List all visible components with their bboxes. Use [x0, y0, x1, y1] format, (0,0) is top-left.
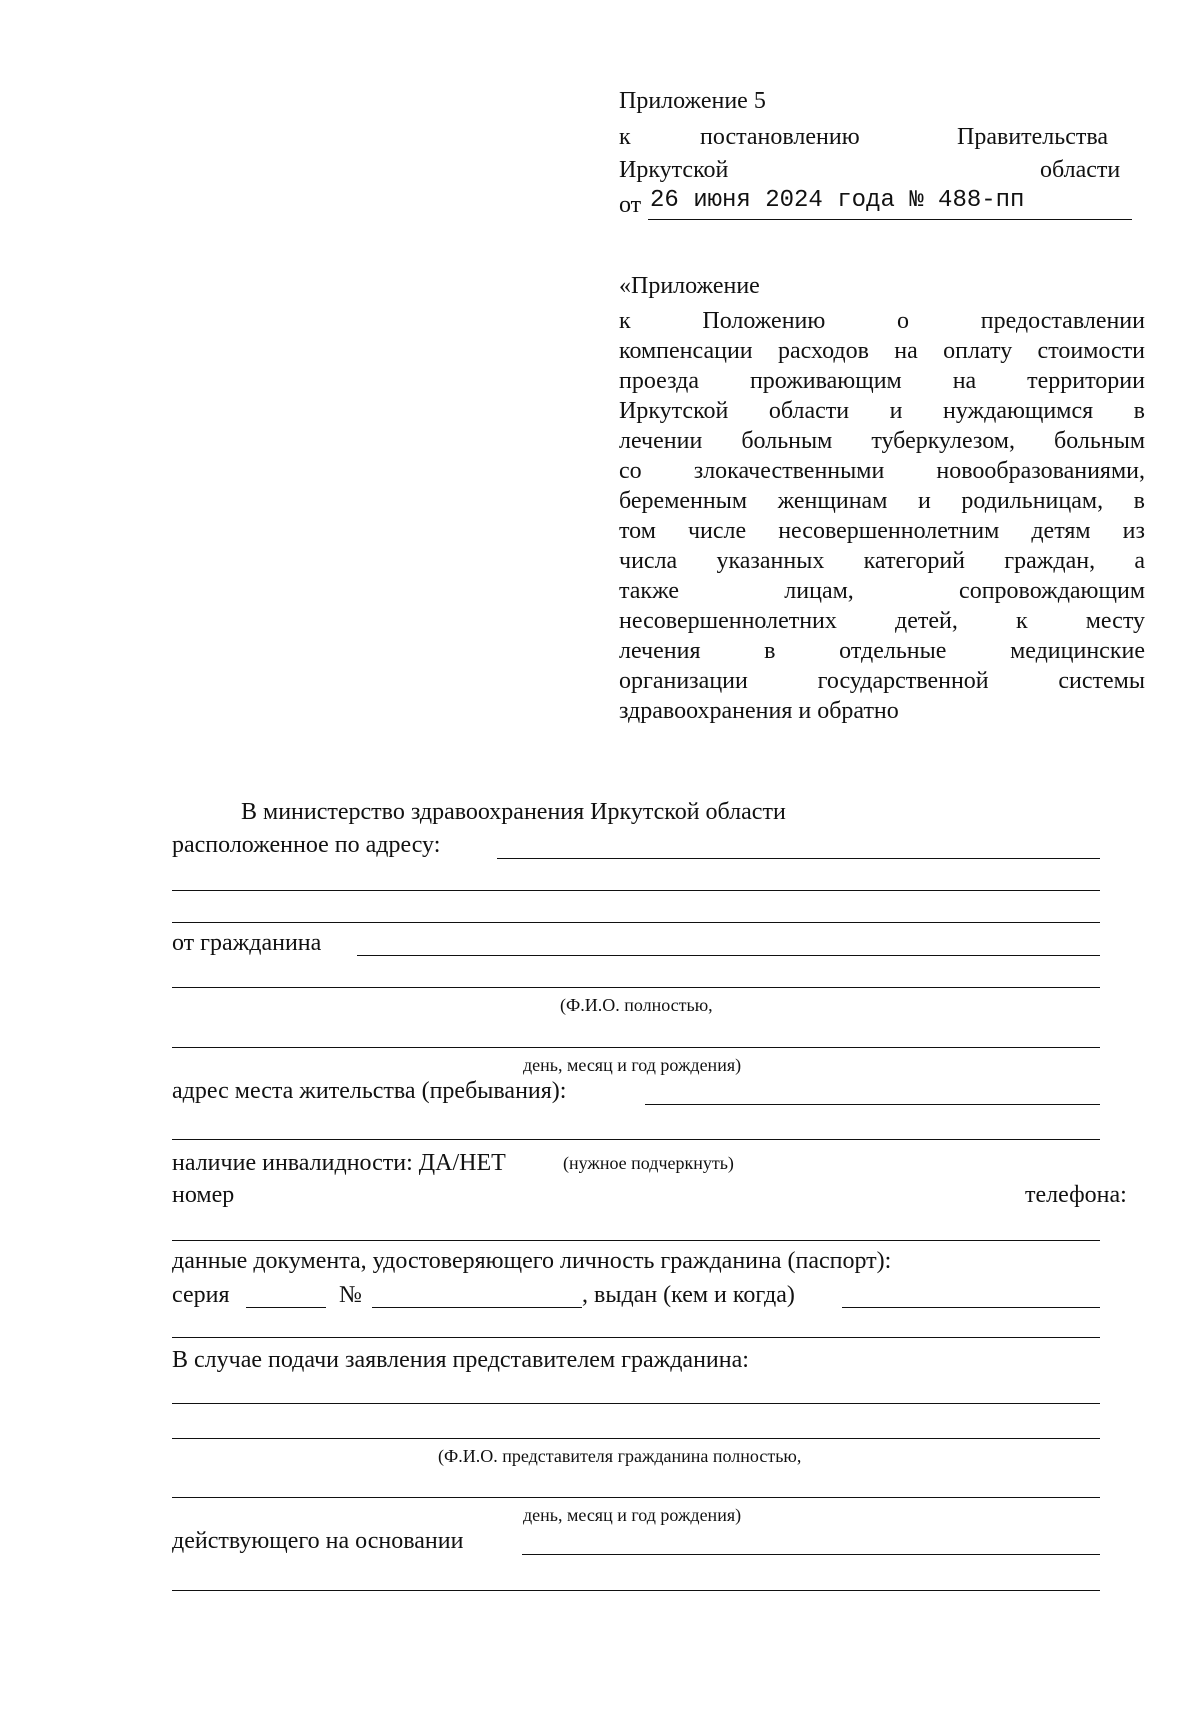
disability-note: (нужное подчеркнуть): [563, 1153, 734, 1173]
residence-field[interactable]: [645, 1104, 1100, 1105]
regulation-line: со злокачественными новообразованиями,: [619, 458, 1145, 484]
address-field-line-3[interactable]: [172, 922, 1100, 923]
number-label: №: [339, 1282, 362, 1308]
appendix-date-value: 26 июня 2024 года № 488-пп: [650, 187, 1025, 214]
regulation-line: несовершеннолетних детей, к месту: [619, 608, 1145, 634]
basis-field-line-2[interactable]: [172, 1590, 1100, 1591]
representative-label: В случае подачи заявления представителем гражданина:: [172, 1347, 749, 1373]
regulation-line: к Положению о предоставлении: [619, 308, 1145, 334]
caption-representative-fio: (Ф.И.О. представителя гражданина полностью,: [438, 1446, 802, 1466]
appendix-word-decree: постановлению: [700, 124, 860, 150]
caption-representative-birth: день, месяц и год рождения): [523, 1505, 742, 1525]
regulation-line: том числе несовершеннолетним детям из: [619, 518, 1145, 544]
address-field[interactable]: [497, 858, 1100, 859]
caption-birth: день, месяц и год рождения): [523, 1055, 742, 1075]
citizen-birth-field[interactable]: [172, 1047, 1100, 1048]
regulation-line: проезда проживающим на территории: [619, 368, 1145, 394]
phone-label-right: телефона:: [1025, 1182, 1127, 1208]
disability-label: наличие инвалидности: ДА/НЕТ: [172, 1150, 506, 1176]
address-label: расположенное по адресу:: [172, 832, 441, 858]
residence-field-line-2[interactable]: [172, 1139, 1100, 1140]
appendix-word-region: области: [1040, 157, 1121, 183]
series-field[interactable]: [246, 1307, 326, 1308]
citizen-name-field-line-2[interactable]: [172, 987, 1100, 988]
regulation-line: также лицам, сопровождающим: [619, 578, 1145, 604]
phone-label-left: номер: [172, 1182, 235, 1208]
basis-field[interactable]: [522, 1554, 1100, 1555]
regulation-text: [619, 306, 1145, 726]
appendix-title: Приложение 5: [619, 88, 766, 114]
caption-fio: (Ф.И.О. полностью,: [560, 995, 713, 1015]
regulation-title: «Приложение: [619, 273, 760, 299]
passport-number-field[interactable]: [372, 1307, 582, 1308]
regulation-line: беременным женщинам и родильницам, в: [619, 488, 1145, 514]
regulation-line: компенсации расходов на оплату стоимости: [619, 338, 1145, 364]
regulation-line: организации государственной системы: [619, 668, 1145, 694]
phone-field[interactable]: [172, 1240, 1100, 1241]
appendix-word-irkutsk: Иркутской: [619, 157, 729, 183]
representative-birth-field[interactable]: [172, 1497, 1100, 1498]
appendix-date-prefix: от: [619, 192, 642, 218]
appendix-word-k: к: [619, 124, 631, 150]
regulation-line: лечении больным туберкулезом, больным: [619, 428, 1145, 454]
address-field-line-2[interactable]: [172, 890, 1100, 891]
issued-field[interactable]: [842, 1307, 1100, 1308]
issued-label: , выдан (кем и когда): [582, 1282, 795, 1308]
addressee: В министерство здравоохранения Иркутской области: [241, 799, 786, 825]
issued-field-line-2[interactable]: [172, 1337, 1100, 1338]
regulation-line: лечения в отдельные медицинские: [619, 638, 1145, 664]
from-citizen-label: от гражданина: [172, 930, 322, 956]
citizen-name-field[interactable]: [357, 955, 1100, 956]
passport-label: данные документа, удостоверяющего личность гражданина (паспорт):: [172, 1248, 892, 1274]
appendix-word-government: Правительства: [957, 124, 1109, 150]
regulation-line: числа указанных категорий граждан, а: [619, 548, 1145, 574]
basis-label: действующего на основании: [172, 1528, 464, 1554]
series-label: серия: [172, 1282, 230, 1308]
residence-label: адрес места жительства (пребывания):: [172, 1078, 567, 1104]
date-underline: [648, 219, 1132, 220]
regulation-last-line: здравоохранения и обратно: [619, 698, 899, 724]
representative-name-field[interactable]: [172, 1438, 1100, 1439]
representative-field[interactable]: [172, 1403, 1100, 1404]
regulation-line: Иркутской области и нуждающимся в: [619, 398, 1145, 424]
